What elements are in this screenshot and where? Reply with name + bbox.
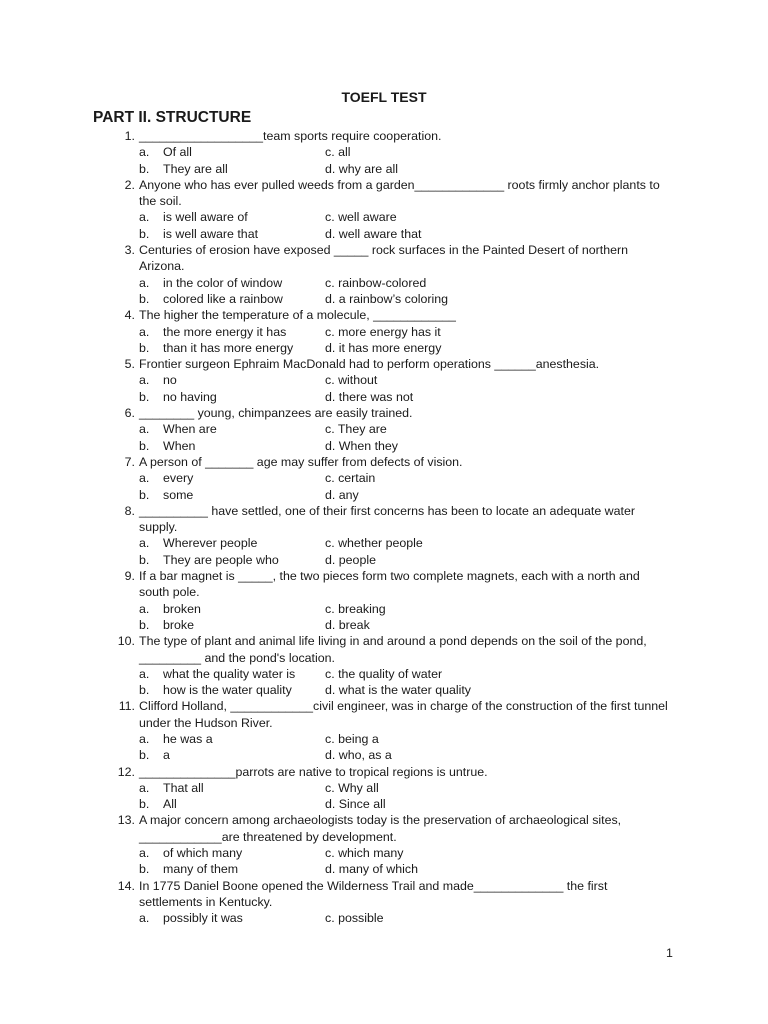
question-item [112, 177, 672, 242]
question-item [112, 698, 672, 763]
question-text: Anyone who has ever pulled weeds from a garden_____________ roots firmly anchor plants to the soil. [139, 177, 660, 209]
option-d: d. who, as a [325, 748, 392, 763]
question-item [112, 764, 672, 813]
question-item [112, 128, 672, 177]
question-number: 10. [117, 634, 135, 649]
option-d: d. When they [325, 438, 399, 453]
option-d: d. break [325, 617, 370, 632]
option-c: c. breaking [325, 601, 386, 616]
question-row [112, 878, 672, 911]
question-row [112, 242, 672, 275]
option-letter: b. [139, 748, 150, 763]
question-number: 2. [124, 177, 135, 192]
option-letter: a. [139, 536, 150, 551]
option-b: They are people who [163, 552, 279, 567]
question-item [112, 812, 672, 877]
option-a: broken [163, 601, 201, 616]
option-d: d. well aware that [325, 226, 422, 241]
question-text: ________ young, chimpanzees are easily trained. [139, 406, 413, 421]
option-row [112, 796, 672, 812]
option-row [112, 372, 672, 388]
option-a: Wherever people [163, 536, 258, 551]
question-number: 13. [117, 813, 135, 828]
option-a: Of all [163, 145, 192, 160]
section-heading: PART II. STRUCTURE [93, 109, 252, 126]
option-row [112, 389, 672, 405]
option-letter: b. [139, 862, 150, 877]
option-letter: b. [139, 683, 150, 698]
option-row [112, 291, 672, 307]
question-item [112, 503, 672, 568]
option-row [112, 324, 672, 340]
option-a: When are [163, 422, 217, 437]
option-c: c. more energy has it [325, 324, 441, 339]
question-row [112, 633, 672, 666]
question-number: 12. [117, 764, 135, 779]
question-row [112, 454, 672, 470]
option-c: c. which many [325, 846, 404, 861]
question-list [112, 128, 672, 927]
question-item [112, 242, 672, 307]
option-letter: a. [139, 601, 150, 616]
option-d: d. any [325, 487, 359, 502]
option-row [112, 340, 672, 356]
option-c: c. Why all [325, 780, 379, 795]
option-c: c. possible [325, 911, 384, 926]
question-row [112, 568, 672, 601]
option-b: All [163, 797, 177, 812]
option-row [112, 535, 672, 551]
option-d: d. many of which [325, 862, 418, 877]
option-row [112, 747, 672, 763]
option-b: how is the water quality [163, 683, 292, 698]
option-d: d. Since all [325, 797, 386, 812]
option-row [112, 470, 672, 486]
question-item [112, 568, 672, 633]
option-letter: b. [139, 438, 150, 453]
question-text: If a bar magnet is _____, the two pieces form two complete magnets, each with a north and south pole. [139, 569, 640, 600]
option-c: c. all [325, 145, 351, 160]
option-a: he was a [163, 731, 213, 746]
option-a: every [163, 471, 194, 486]
option-d: d. why are all [325, 161, 399, 176]
document-title: TOEFL TEST [341, 89, 427, 105]
option-letter: a. [139, 145, 150, 160]
option-row [112, 617, 672, 633]
option-b: some [163, 487, 194, 502]
option-b: broke [163, 617, 194, 632]
option-a: the more energy it has [163, 324, 287, 339]
question-row [112, 503, 672, 536]
question-item [112, 878, 672, 927]
option-c: c. well aware [325, 210, 397, 225]
question-number: 8. [124, 503, 135, 518]
option-letter: b. [139, 291, 150, 306]
option-c: c. They are [325, 422, 387, 437]
question-number: 6. [124, 406, 135, 421]
question-row [112, 698, 672, 731]
option-a: in the color of window [163, 275, 283, 290]
option-a: what the quality water is [163, 666, 296, 681]
question-number: 7. [124, 454, 135, 469]
option-letter: a. [139, 666, 150, 681]
question-text: Frontier surgeon Ephraim MacDonald had to perform operations ______anesthesia. [139, 357, 600, 372]
option-row [112, 861, 672, 877]
option-letter: a. [139, 846, 150, 861]
option-d: d. people [325, 552, 376, 567]
option-b: When [163, 438, 196, 453]
option-a: no [163, 373, 177, 388]
question-number: 11. [118, 699, 135, 714]
question-number: 5. [124, 357, 135, 372]
option-d: d. there was not [325, 389, 414, 404]
option-letter: b. [139, 797, 150, 812]
option-row [112, 552, 672, 568]
option-letter: b. [139, 552, 150, 567]
option-row [112, 275, 672, 291]
option-a: is well aware of [163, 210, 248, 225]
option-d: d. what is the water quality [325, 683, 472, 698]
question-item [112, 454, 672, 503]
question-text: Centuries of erosion have exposed _____ rock surfaces in the Painted Desert of northern Arizona. [139, 243, 629, 274]
question-text: __________ have settled, one of their first concerns has been to locate an adequate water supply. [139, 503, 635, 535]
option-c: c. the quality of water [325, 666, 443, 681]
question-number: 1. [124, 129, 135, 143]
option-b: a [163, 748, 170, 763]
option-row [112, 682, 672, 698]
option-c: c. rainbow-colored [325, 275, 427, 290]
option-d: d. a rainbow’s coloring [325, 291, 449, 306]
option-letter: a. [139, 911, 150, 926]
option-row [112, 601, 672, 617]
question-number: 9. [124, 569, 135, 584]
option-row [112, 666, 672, 682]
question-number: 3. [124, 243, 135, 258]
question-text: A person of _______ age may suffer from defects of vision. [139, 454, 463, 469]
option-letter: b. [139, 161, 150, 176]
page-number: 1 [666, 946, 673, 960]
question-text: The higher the temperature of a molecule, ____________ [139, 308, 456, 323]
question-item [112, 405, 672, 454]
question-text: Clifford Holland, ____________civil engineer, was in charge of the construction of the first tunnel under the Hudson River. [139, 699, 668, 730]
question-number: 14. [117, 878, 135, 893]
option-a: That all [163, 780, 204, 795]
question-row [112, 307, 672, 323]
option-letter: b. [139, 226, 150, 241]
option-letter: b. [139, 340, 150, 355]
question-row [112, 177, 672, 210]
question-item [112, 356, 672, 405]
option-row [112, 161, 672, 177]
option-letter: a. [139, 210, 150, 225]
option-letter: b. [139, 617, 150, 632]
question-row [112, 356, 672, 372]
option-letter: a. [139, 373, 150, 388]
question-number: 4. [124, 308, 135, 323]
option-b: no having [163, 389, 217, 404]
question-row [112, 128, 672, 144]
option-b: colored like a rainbow [163, 291, 283, 306]
option-c: c. whether people [325, 536, 423, 551]
option-letter: a. [139, 275, 150, 290]
option-row [112, 910, 672, 926]
question-text: ______________parrots are native to tropical regions is untrue. [139, 764, 488, 779]
option-letter: a. [139, 324, 150, 339]
option-row [112, 144, 672, 160]
question-row [112, 405, 672, 421]
option-row [112, 421, 672, 437]
option-row [112, 780, 672, 796]
option-letter: b. [139, 389, 150, 404]
option-row [112, 209, 672, 225]
option-c: c. without [325, 373, 378, 388]
option-row [112, 438, 672, 454]
question-item [112, 633, 672, 698]
option-b: many of them [163, 862, 239, 877]
option-letter: a. [139, 422, 150, 437]
option-b: is well aware that [163, 226, 259, 241]
question-text: __________________team sports require cooperation. [139, 129, 442, 143]
option-letter: b. [139, 487, 150, 502]
option-letter: a. [139, 471, 150, 486]
option-letter: a. [139, 731, 150, 746]
option-letter: a. [139, 780, 150, 795]
question-text: In 1775 Daniel Boone opened the Wilderness Trail and made_____________ the first settlements in Kentucky. [139, 878, 608, 909]
option-row [112, 226, 672, 242]
option-c: c. certain [325, 471, 376, 486]
option-d: d. it has more energy [325, 340, 442, 355]
option-row [112, 487, 672, 503]
option-a: possibly it was [163, 911, 243, 926]
question-text: A major concern among archaeologists today is the preservation of archaeological sites, ____________are threatened by development. [139, 813, 622, 844]
question-row [112, 764, 672, 780]
option-row [112, 731, 672, 747]
question-text: The type of plant and animal life living in and around a pond depends on the soil of the pond, _________ and the pond's location. [139, 634, 647, 665]
option-b: They are all [163, 161, 228, 176]
question-row [112, 812, 672, 845]
question-item [112, 307, 672, 356]
option-row [112, 845, 672, 861]
option-b: than it has more energy [163, 340, 294, 355]
option-a: of which many [163, 846, 243, 861]
option-c: c. being a [325, 731, 379, 746]
